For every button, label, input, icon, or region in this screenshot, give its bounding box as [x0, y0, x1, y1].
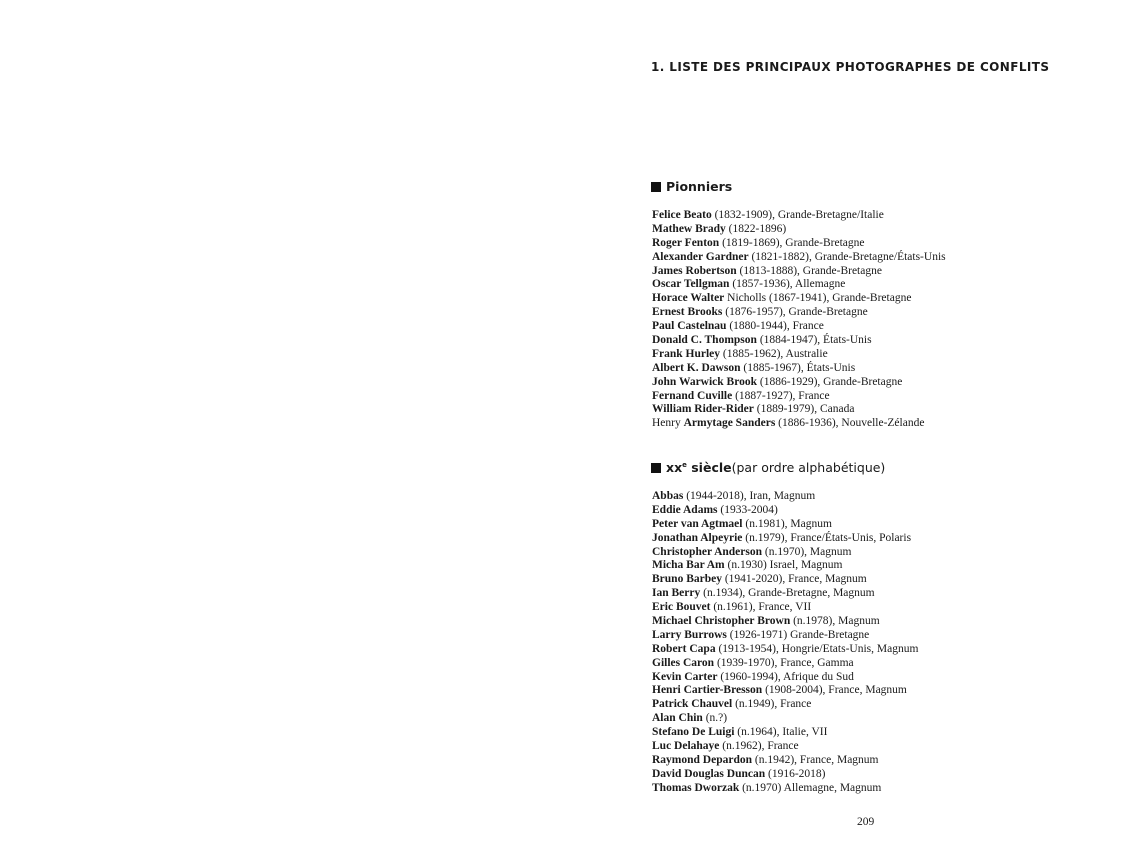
photographer-details: (n.?)	[702, 712, 728, 725]
photographer-entry	[652, 601, 1112, 615]
photographer-name: Eric Bouvet	[652, 601, 711, 614]
photographer-entry	[652, 292, 1112, 306]
photographer-name: Thomas Dworzak	[652, 781, 740, 794]
photographer-entry	[652, 376, 1112, 390]
photographer-details: (n.1934), Grande-Bretagne, Magnum	[700, 587, 875, 600]
photographer-entry	[652, 657, 1112, 671]
page-title: 1. LISTE DES PRINCIPAUX PHOTOGRAPHES DE CONFLITS	[651, 60, 1050, 74]
photographer-name: Kevin Carter	[652, 670, 718, 683]
photographer-details: (n.1978), Magnum	[790, 615, 880, 628]
photographer-entry	[652, 740, 1112, 754]
photographer-entry	[652, 754, 1112, 768]
photographer-name: Bruno Barbey	[652, 573, 722, 586]
photographer-details: (1933-2004)	[717, 503, 778, 516]
photographer-details: (n.1949), France	[732, 698, 812, 711]
photographer-details: (1913-1954), Hongrie/Etats-Unis, Magnum	[715, 642, 919, 655]
photographer-name: David Douglas Duncan	[652, 767, 766, 780]
photographer-details: (1813-1888), Grande-Bretagne	[736, 264, 882, 277]
photographer-details: (n.1970) Allemagne, Magnum	[739, 781, 882, 794]
photographer-details: (1822-1896)	[725, 222, 787, 235]
photographer-details: (n.1962), France	[719, 740, 799, 753]
photographer-details: (1885-1962), Australie	[720, 347, 828, 360]
photographer-entry	[652, 532, 1112, 546]
photographer-name: Abbas	[652, 490, 684, 502]
photographer-details: (1880-1944), France	[726, 320, 824, 333]
photographer-details: (1819-1869), Grande-Bretagne	[719, 236, 865, 249]
photographer-name: Mathew Brady	[652, 222, 726, 235]
photographer-details: (1887-1927), France	[732, 389, 830, 402]
photographer-name: Donald C. Thompson	[652, 334, 757, 347]
photographer-entry	[652, 417, 1112, 431]
photographer-name: Felice Beato	[652, 209, 712, 221]
photographer-details: Nicholls (1867-1941), Grande-Bretagne	[724, 292, 912, 305]
photographer-name: Alan Chin	[652, 712, 703, 725]
photographer-entry	[652, 490, 1112, 504]
section-heading-label: Pionniers	[666, 179, 733, 194]
section-heading-xx-siecle	[651, 460, 885, 475]
photographer-details: (n.1961), France, VII	[710, 601, 812, 614]
page-number: 209	[857, 816, 875, 828]
photographer-details: (1832-1909), Grande-Bretagne/Italie	[711, 209, 884, 221]
photographer-details: (n.1930) Israel, Magnum	[724, 559, 843, 572]
photographer-entry	[652, 403, 1112, 417]
photographer-details: (1939-1970), France, Gamma	[714, 656, 854, 669]
section-heading-pionniers	[651, 179, 732, 194]
photographer-details: (1857-1936), Allemagne	[729, 278, 846, 291]
photographer-name: Oscar Tellgman	[652, 278, 730, 291]
photographer-details: (1926-1971) Grande-Bretagne	[726, 628, 870, 641]
photographer-entry	[652, 684, 1112, 698]
photographer-details: (1876-1957), Grande-Bretagne	[722, 306, 868, 319]
photographer-entry	[652, 223, 1112, 237]
photographer-entry	[652, 348, 1112, 362]
photographer-entry	[652, 587, 1112, 601]
photographer-entry	[652, 671, 1112, 685]
photographer-details: (1944-2018), Iran, Magnum	[683, 490, 816, 502]
photographer-entry	[652, 573, 1112, 587]
photographer-details: (1884-1947), États-Unis	[756, 334, 872, 347]
photographer-details: (1821-1882), Grande-Bretagne/États-Unis	[748, 250, 946, 263]
photographer-entry	[652, 782, 1112, 796]
photographer-name: Henri Cartier-Bresson	[652, 684, 763, 697]
photographer-entry	[652, 334, 1112, 348]
photographer-details: (1886-1936), Nouvelle-Zélande	[775, 417, 925, 430]
photographer-entry	[652, 278, 1112, 292]
photographer-details: (1916-2018)	[765, 767, 826, 780]
photographer-name: Roger Fenton	[652, 236, 720, 249]
photographer-entry	[652, 518, 1112, 532]
photographer-entry	[652, 615, 1112, 629]
square-bullet-icon	[651, 463, 661, 473]
photographer-entry	[652, 726, 1112, 740]
photographer-entry	[652, 209, 1112, 223]
photographer-entry	[652, 237, 1112, 251]
section-heading-label-note: (par ordre alphabétique)	[731, 460, 886, 475]
photographer-name: Gilles Caron	[652, 656, 715, 669]
photographer-details: (n.1942), France, Magnum	[752, 753, 879, 766]
photographer-name: Stefano De Luigi	[652, 726, 735, 739]
photographer-details: (1885-1967), États-Unis	[740, 361, 856, 374]
photographer-name: Peter van Agtmael	[652, 517, 743, 530]
photographer-details: (n.1964), Italie, VII	[734, 726, 828, 739]
photographer-name: Ernest Brooks	[652, 306, 723, 319]
photographer-name: William Rider-Rider	[652, 403, 754, 416]
photographer-name: Eddie Adams	[652, 503, 718, 516]
xx-siecle-list	[652, 490, 1112, 796]
superscript-e: e	[682, 460, 687, 469]
pionniers-list	[652, 209, 1112, 431]
photographer-details: (n.1981), Magnum	[742, 517, 832, 530]
photographer-details: (1941-2020), France, Magnum	[721, 573, 867, 586]
photographer-entry	[652, 712, 1112, 726]
photographer-name: Fernand Cuville	[652, 389, 733, 402]
photographer-details: (1889-1979), Canada	[753, 403, 855, 416]
photographer-details: (1886-1929), Grande-Bretagne	[757, 375, 903, 388]
photographer-details: (1960-1994), Afrique du Sud	[717, 670, 854, 683]
photographer-name: James Robertson	[652, 264, 737, 277]
photographer-entry	[652, 251, 1112, 265]
photographer-name: Michael Christopher Brown	[652, 615, 791, 628]
photographer-entry	[652, 546, 1112, 560]
photographer-name: John Warwick Brook	[652, 375, 758, 388]
square-bullet-icon	[651, 182, 661, 192]
photographer-entry	[652, 643, 1112, 657]
photographer-entry	[652, 265, 1112, 279]
photographer-entry	[652, 390, 1112, 404]
photographer-details: (n.1970), Magnum	[762, 545, 852, 558]
photographer-entry	[652, 320, 1112, 334]
photographer-name: Robert Capa	[652, 642, 716, 655]
photographer-entry	[652, 362, 1112, 376]
section-heading-label-bold: $xx^e$ siècle	[666, 460, 732, 475]
photographer-entry	[652, 768, 1112, 782]
photographer-entry	[652, 504, 1112, 518]
photographer-name: Frank Hurley	[652, 347, 721, 360]
photographer-name: Christopher Anderson	[652, 545, 763, 558]
photographer-name: Ian Berry	[652, 587, 701, 600]
photographer-name: Micha Bar Am	[652, 559, 725, 572]
photographer-name: Paul Castelnau	[652, 320, 727, 333]
photographer-details: (1908-2004), France, Magnum	[762, 684, 907, 697]
photographer-name: Horace Walter	[652, 292, 725, 305]
photographer-entry	[652, 306, 1112, 320]
photographer-name: Armytage Sanders	[683, 417, 776, 430]
photographer-name: Luc Delahaye	[652, 740, 720, 753]
photographer-entry	[652, 559, 1112, 573]
photographer-name: Alexander Gardner	[652, 250, 749, 263]
photographer-name: Albert K. Dawson	[652, 361, 741, 374]
photographer-name: Raymond Depardon	[652, 753, 753, 766]
photographer-entry	[652, 698, 1112, 712]
photographer-name: Larry Burrows	[652, 628, 727, 641]
photographer-name-prefix: Henry	[652, 417, 684, 430]
photographer-details: (n.1979), France/États-Unis, Polaris	[742, 531, 912, 544]
photographer-name: Jonathan Alpeyrie	[652, 531, 743, 544]
photographer-entry	[652, 629, 1112, 643]
photographer-name: Patrick Chauvel	[652, 698, 733, 711]
